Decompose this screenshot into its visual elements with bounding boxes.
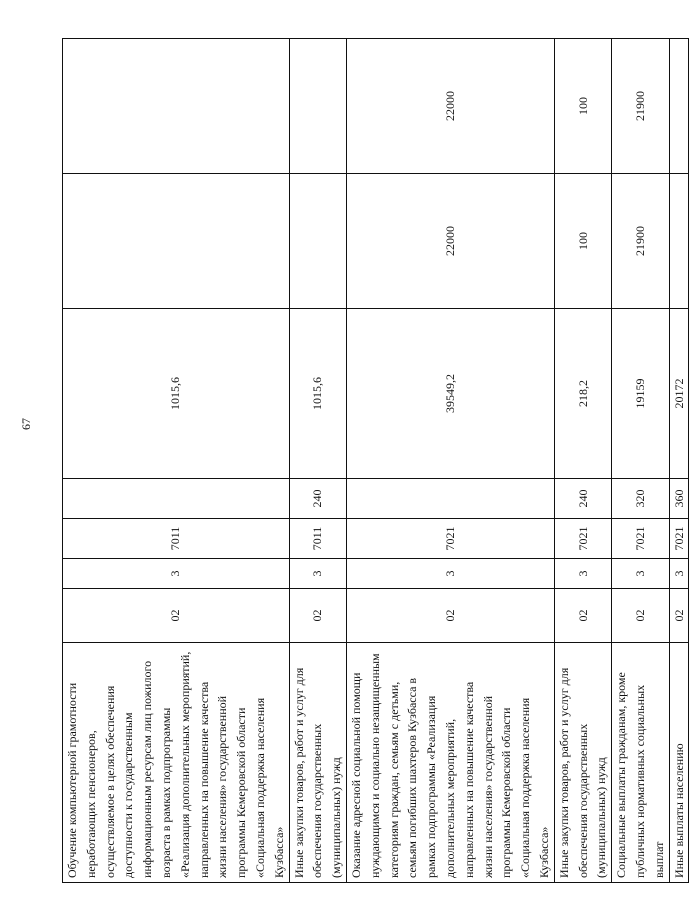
- table-row: [554, 39, 611, 883]
- expense-type: 240: [289, 479, 346, 519]
- table-row: [289, 39, 346, 883]
- page-number: 67: [19, 418, 33, 430]
- target-code: 7021: [669, 519, 689, 559]
- subsection-code: 3: [612, 559, 669, 589]
- expense-type: 320: [612, 479, 669, 519]
- subsection-code: 3: [669, 559, 689, 589]
- target-code: 7011: [63, 519, 290, 559]
- sum-year-1: 20172: [669, 309, 689, 479]
- table-row: [612, 39, 669, 883]
- row-description: Оказание адресной социальной помощи нуждающимся и социально незащищенным категориям граждан, семьям с детьми, семьям погибших шахтеров Кузбасса в рамках подпрограммы «Реализация дополнительных мероприятий, направленных на повышение качества жизни населения» государственной программы Кемеровской области «Социальная поддержка населения Кузбасса»: [346, 643, 554, 883]
- section-code: 02: [63, 589, 290, 643]
- expense-type: [346, 479, 554, 519]
- expense-type: 240: [554, 479, 611, 519]
- budget-table: [62, 38, 689, 883]
- subsection-code: 3: [63, 559, 290, 589]
- subsection-code: 3: [346, 559, 554, 589]
- sum-year-2: [289, 174, 346, 309]
- target-code: 7021: [612, 519, 669, 559]
- section-code: 02: [289, 589, 346, 643]
- sum-year-2: 100: [554, 174, 611, 309]
- target-code: 7021: [554, 519, 611, 559]
- sum-year-3: [669, 39, 689, 174]
- sum-year-3: 21900: [612, 39, 669, 174]
- sum-year-3: 22000: [346, 39, 554, 174]
- table-row: [669, 39, 689, 883]
- sum-year-1: 1015,6: [289, 309, 346, 479]
- row-description: Социальные выплаты гражданам, кроме публичных нормативных социальных выплат: [612, 643, 669, 883]
- section-code: 02: [612, 589, 669, 643]
- sum-year-1: 218,2: [554, 309, 611, 479]
- target-code: 7011: [289, 519, 346, 559]
- expense-type: 360: [669, 479, 689, 519]
- section-code: 02: [669, 589, 689, 643]
- sum-year-1: 39549,2: [346, 309, 554, 479]
- sum-year-1: 19159: [612, 309, 669, 479]
- table-row: [63, 39, 290, 883]
- table-row: [346, 39, 554, 883]
- expense-type: [63, 479, 290, 519]
- sum-year-1: 1015,6: [63, 309, 290, 479]
- subsection-code: 3: [289, 559, 346, 589]
- sum-year-3: [63, 39, 290, 174]
- sum-year-3: [289, 39, 346, 174]
- row-description: Иные закупки товаров, работ и услуг для обеспечения государственных (муниципальных) нужд: [554, 643, 611, 883]
- sum-year-2: [669, 174, 689, 309]
- sum-year-2: 22000: [346, 174, 554, 309]
- row-description: Иные закупки товаров, работ и услуг для обеспечения государственных (муниципальных) нужд: [289, 643, 346, 883]
- section-code: 02: [554, 589, 611, 643]
- sum-year-2: 21900: [612, 174, 669, 309]
- target-code: 7021: [346, 519, 554, 559]
- sum-year-3: 100: [554, 39, 611, 174]
- sum-year-2: [63, 174, 290, 309]
- row-description: Иные выплаты населению: [669, 643, 689, 883]
- budget-table-container: [62, 39, 686, 883]
- section-code: 02: [346, 589, 554, 643]
- row-description: Обучение компьютерной грамотности неработающих пенсионеров, осуществляемое в целях обеспечения доступности к государственным информационным ресурсам лиц пожилого возраста в рамках подпрограммы «Реализация дополнительных мероприятий, направленных на повышение качества жизни населения» государственной программы Кемеровской области «Социальная поддержка населения Кузбасса»: [63, 643, 290, 883]
- subsection-code: 3: [554, 559, 611, 589]
